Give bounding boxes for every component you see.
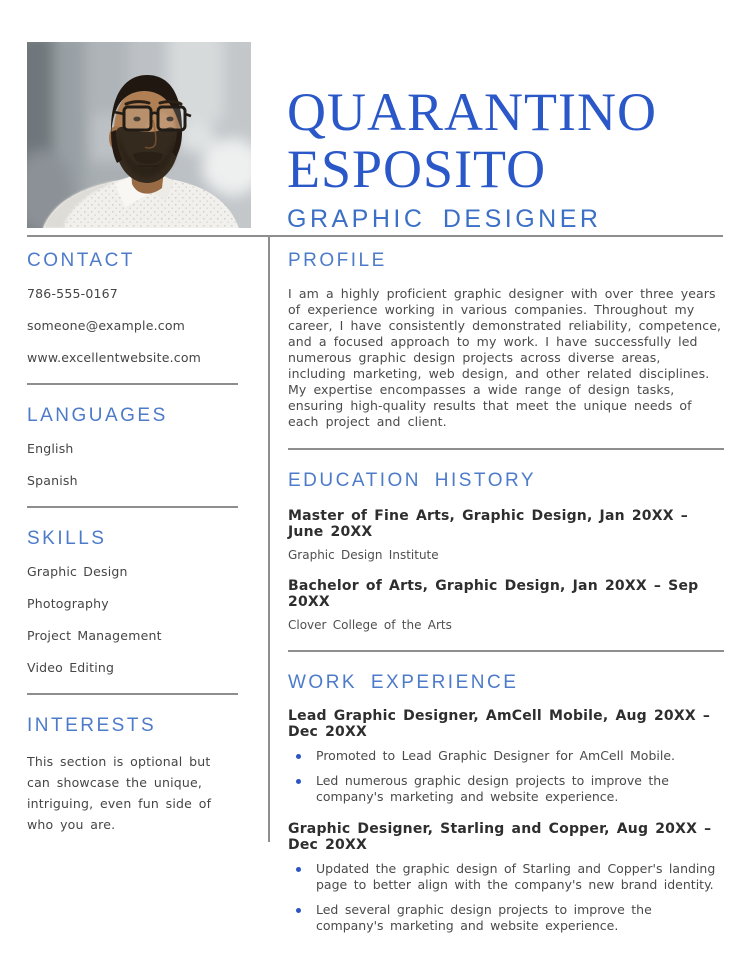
header-divider-line: [27, 235, 723, 237]
portrait-illustration: [27, 42, 251, 228]
education-school: Clover College of the Arts: [288, 618, 452, 632]
interests-text: This section is optional but can showcase the unique, intriguing, even fun side of who you are.: [27, 754, 212, 832]
job-bullet: [288, 861, 724, 893]
contact-email: someone@example.com: [27, 318, 186, 333]
contact-phone: 786-555-0167: [27, 286, 118, 301]
interests-heading: INTERESTS: [27, 715, 157, 736]
contact-heading: CONTACT: [27, 250, 135, 271]
main-column: [288, 250, 724, 943]
skills-section: [27, 528, 238, 675]
contact-section: [27, 250, 238, 365]
main-divider: [288, 448, 724, 450]
work-heading: WORK EXPERIENCE: [288, 672, 519, 693]
bullet-icon: [296, 779, 301, 784]
name-line-1: QUARANTINO: [287, 82, 657, 142]
sidebar-divider: [27, 693, 238, 695]
skill-item: Video Editing: [27, 660, 115, 675]
language-item: English: [27, 441, 74, 456]
sidebar-divider: [27, 383, 238, 385]
interests-section: [27, 715, 238, 835]
bullet-icon: [296, 867, 301, 872]
contact-website: www.excellentwebsite.com: [27, 350, 202, 365]
job-bullet-text: Promoted to Lead Graphic Designer for AmCell Mobile.: [316, 748, 676, 763]
skills-heading: SKILLS: [27, 528, 107, 549]
education-school: Graphic Design Institute: [288, 548, 439, 562]
job-title-entry: Graphic Designer, Starling and Copper, Aug 20XX – Dec 20XX: [288, 821, 712, 853]
profile-text: I am a highly proficient graphic designer with over three years of experience working in various companies. Throughout my career, I have consistently demonstrated reliability, competence, and a focused approach to my work. I have successfully led numerous graphic design projects across diverse areas, including marketing, web design, and other related disciplines. My expertise encompasses a wide range of design tasks, ensuring high-quality results that meet the unique needs of each project and client.: [288, 286, 722, 429]
languages-heading: LANGUAGES: [27, 405, 168, 426]
skill-item: Graphic Design: [27, 564, 128, 579]
education-degree: Bachelor of Arts, Graphic Design, Jan 20XX – Sep 20XX: [288, 578, 699, 610]
job-bullet-text: Updated the graphic design of Starling and Copper's landing page to better align with the company's new brand identity.: [316, 861, 716, 892]
profile-heading: PROFILE: [288, 250, 387, 271]
bullet-icon: [296, 908, 301, 913]
work-experience-section: [288, 672, 724, 934]
job-bullet: [288, 773, 724, 805]
candidate-title: GRAPHIC DESIGNER: [287, 205, 602, 233]
profile-photo: [27, 42, 251, 228]
skill-item: Project Management: [27, 628, 162, 643]
sidebar-column: [27, 250, 238, 835]
name-line-2: ESPOSITO: [287, 139, 547, 199]
bullet-icon: [296, 754, 301, 759]
job-bullet-text: Led numerous graphic design projects to improve the company's marketing and website experience.: [316, 773, 669, 804]
skill-item: Photography: [27, 596, 109, 611]
profile-section: [288, 250, 724, 430]
sidebar-divider: [27, 506, 238, 508]
language-item: Spanish: [27, 473, 78, 488]
job-bullet-list: [288, 748, 724, 805]
education-section: [288, 470, 724, 632]
job-title-entry: Lead Graphic Designer, AmCell Mobile, Aug 20XX – Dec 20XX: [288, 708, 711, 740]
job-bullet-list: [288, 861, 724, 934]
job-bullet-text: Led several graphic design projects to improve the company's marketing and website experience.: [316, 902, 652, 933]
main-divider: [288, 650, 724, 652]
job-bullet: [288, 902, 724, 934]
resume-header: [287, 84, 732, 234]
column-divider-line: [268, 235, 270, 842]
candidate-name: [287, 84, 732, 198]
education-heading: EDUCATION HISTORY: [288, 470, 537, 491]
languages-section: [27, 405, 238, 488]
education-degree: Master of Fine Arts, Graphic Design, Jan 20XX – June 20XX: [288, 508, 688, 540]
job-bullet: [288, 748, 724, 764]
